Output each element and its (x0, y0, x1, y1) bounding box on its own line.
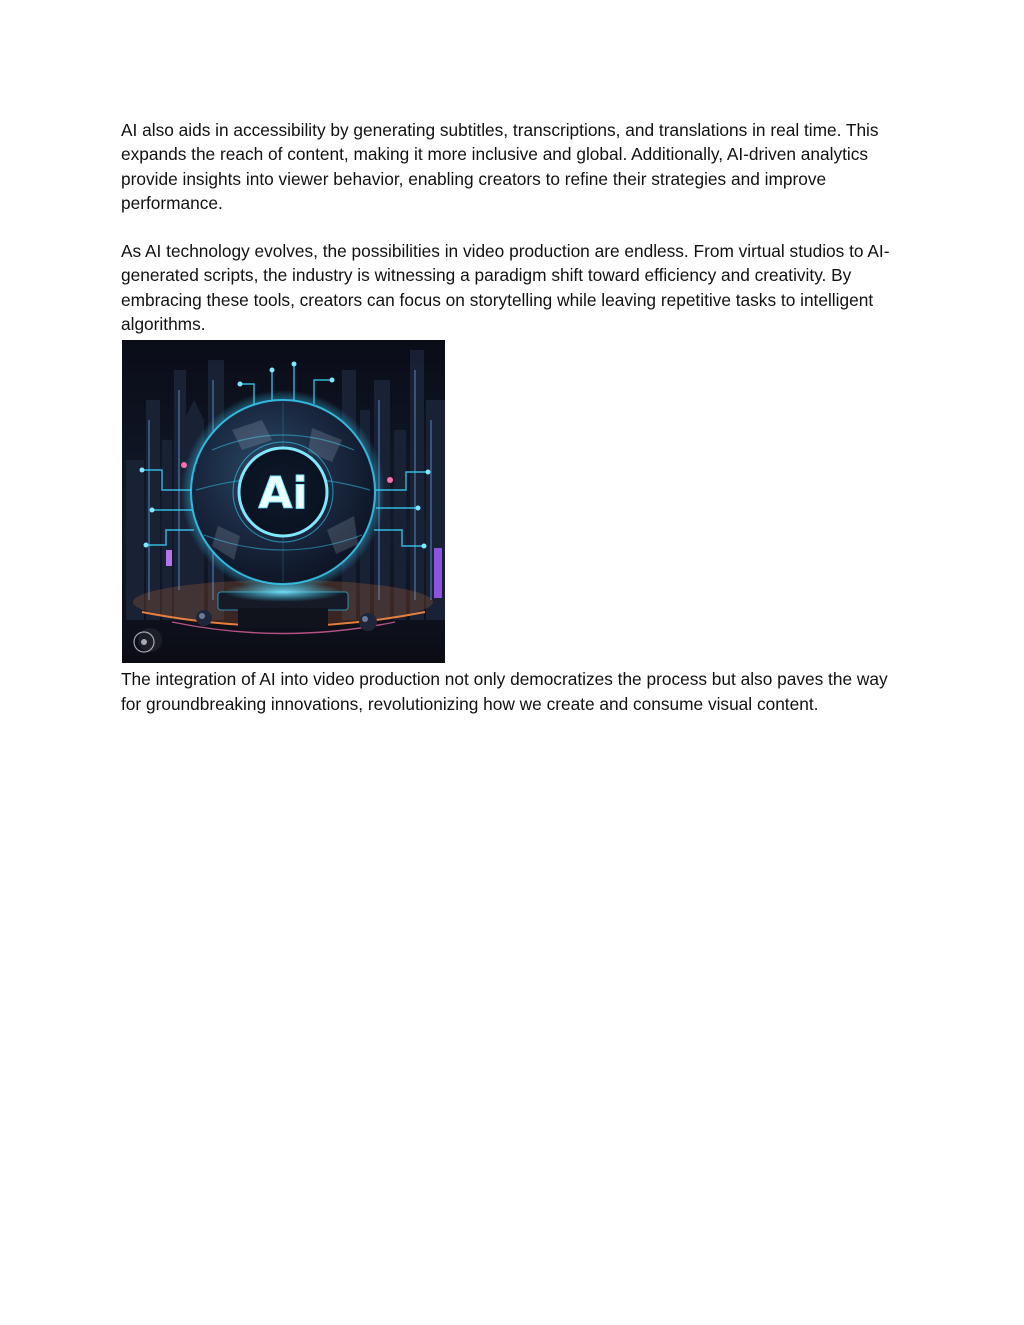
paragraph-closing: The integration of AI into video production not only democratizes the process but also paves the way for groundbreaking innovations, revolutionizing how we create and consume visual content. (121, 669, 888, 714)
ai-sphere-illustration (122, 340, 445, 663)
paragraph-ai-evolution: As AI technology evolves, the possibilities in video production are endless. From virtual studios to AI-generated scripts, the industry is witnessing a paradigm shift toward efficiency and creativity. By embracing these tools, creators can focus on storytelling while leaving repetitive tasks to intelligent algorithms. (121, 241, 890, 335)
ai-emblem-text: Ai (258, 468, 308, 520)
document-body (121, 118, 911, 716)
ai-sphere-image (122, 340, 445, 663)
paragraph-accessibility: AI also aids in accessibility by generating subtitles, transcriptions, and translations in real time. This expands the reach of content, making it more inclusive and global. Additionally, AI-driven analytics provide insights into viewer behavior, enabling creators to refine their strategies and improve performance. (121, 120, 879, 213)
